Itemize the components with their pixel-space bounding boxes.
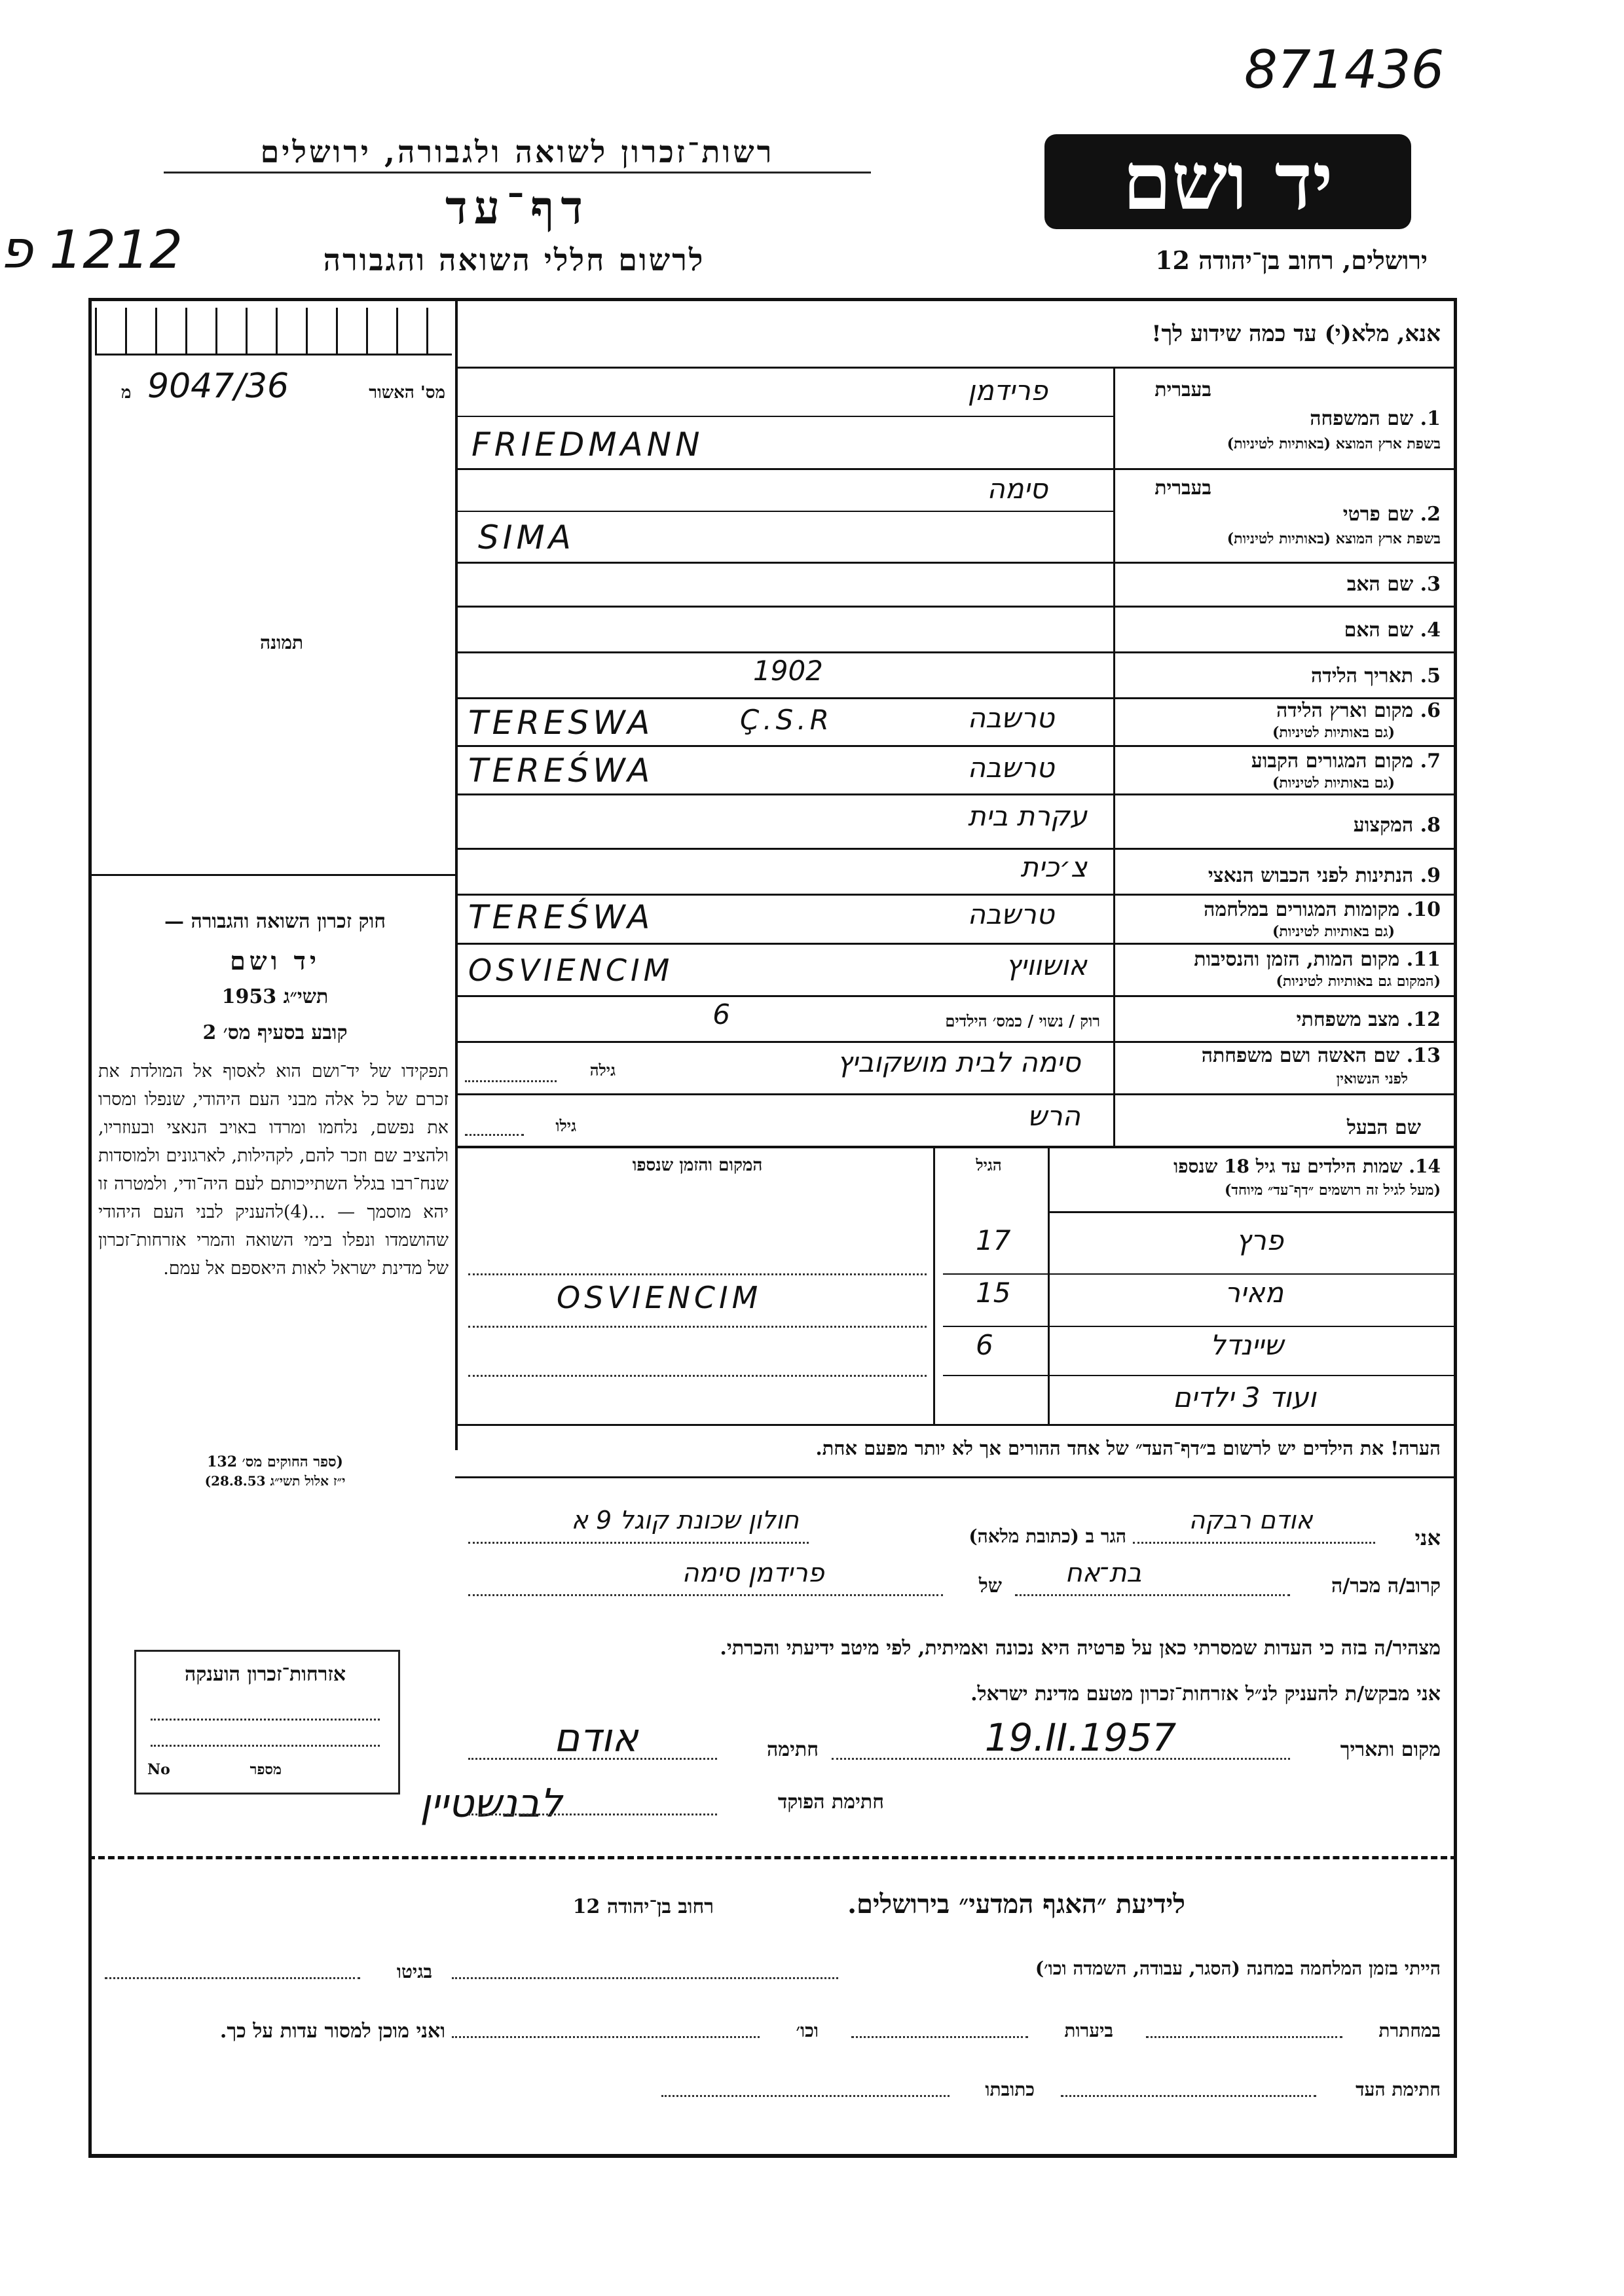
surname-latin: FRIEDMANN (471, 426, 704, 464)
row-line (455, 1146, 1454, 1148)
field-6-no: 6. (1420, 699, 1441, 722)
children-place-line (468, 1375, 927, 1377)
citizenship-box-line-1 (151, 1719, 380, 1721)
occupation: עקרת בית (967, 800, 1087, 832)
field-11-text: מקום המות, הזמן והנסיבות (1194, 948, 1400, 971)
decl-date-value: 19.II.1957 (984, 1715, 1177, 1760)
decl-resides: הגר ב (כתובת מלאה) (969, 1525, 1126, 1547)
citizenship-box-no: No (147, 1761, 170, 1778)
decl-signature-value: אודם (553, 1715, 638, 1761)
children-col-2 (1048, 1146, 1050, 1424)
child-1-name: פרץ (1236, 1224, 1283, 1256)
field-13-no: 13. (1406, 1044, 1441, 1067)
row-line (455, 606, 1454, 608)
children-age-header: הגיל (976, 1156, 1002, 1175)
children-place-line (468, 1273, 927, 1275)
decl-signature: חתימה (767, 1738, 819, 1761)
field-7-no: 7. (1420, 750, 1441, 773)
field-12-label (1120, 1008, 1441, 1031)
row-line (455, 793, 1454, 795)
field-5-no: 5. (1420, 665, 1441, 687)
birthplace-latin: TERESWA (468, 704, 654, 742)
approval-suffix: מ (121, 383, 132, 403)
decl-date-line (832, 1758, 1290, 1760)
footer-camp-line (452, 1977, 838, 1979)
decl-address-value: חולון שכונת קוגל 9 א (571, 1506, 799, 1535)
row-line (455, 894, 1454, 896)
approval-label: מס' האשור (369, 383, 445, 403)
field-8-no: 8. (1420, 814, 1441, 837)
field-13-sub: לפני הנשואין (1336, 1070, 1408, 1087)
header-subtitle: לרשום חללי השואה והגבורה (323, 242, 705, 278)
children-row-line (943, 1375, 1454, 1376)
row-line (455, 1041, 1454, 1043)
field-2-tag: בעברית (1154, 477, 1211, 500)
field-7-text: מקום המגורים הקבוע (1251, 750, 1414, 773)
row-line (455, 943, 1454, 945)
row-line (455, 511, 1113, 512)
husband-label: שם הבעל (1346, 1116, 1421, 1139)
margin-note: 1212 פ (0, 219, 183, 280)
footer-address-line (661, 2095, 950, 2097)
field-1-label (1120, 407, 1441, 430)
header-title: דף־עד (445, 180, 589, 234)
field-8-label (1120, 814, 1441, 837)
yad-vashem-logo: יד ושם (1044, 134, 1411, 229)
footer-ghetto-line (105, 1977, 360, 1979)
husband-age-line (465, 1134, 524, 1136)
field-7-sub: (גם באותיות לטיניות) (1272, 774, 1395, 792)
footer-witness-sig: חתימת העד (1356, 2079, 1441, 2100)
children-col-1 (933, 1146, 935, 1424)
death-place-latin: OSVIENCIM (468, 953, 674, 988)
war-residence-hebrew: טרשבה (967, 898, 1054, 930)
note-top-line (455, 1424, 1454, 1426)
child-3-age: 6 (976, 1329, 993, 1361)
children-heading: 14. שמות הילדים עד גיל 18 שנספו (1173, 1156, 1441, 1177)
decl-signature-line (468, 1758, 717, 1760)
field-1-no: 1. (1420, 407, 1441, 430)
field-8-text: המקצוע (1353, 814, 1414, 837)
decl-request: אני מבקש/ת להעניק לנ״ל אזרחות־זכרון מטעם מדינת ישראל. (970, 1683, 1441, 1705)
given-latin: SIMA (478, 519, 575, 556)
child-4-name: ועוד 3 ילדים (1172, 1381, 1316, 1413)
field-7-label (1120, 750, 1441, 773)
children-place-line (468, 1326, 927, 1328)
footer-hiding: במחתרת (1378, 2020, 1441, 2041)
decl-relative: קרוב/ה מכר/ה (1331, 1575, 1441, 1597)
field-2-label (1120, 503, 1441, 526)
decl-officer-line (468, 1813, 717, 1815)
field-4-no: 4. (1420, 619, 1441, 642)
field-6-sub: (גם באותיות לטיניות) (1272, 724, 1395, 741)
child-2-age: 15 (976, 1277, 1011, 1309)
child-3-name: שיינדל (1209, 1329, 1283, 1361)
child-1-age: 17 (976, 1224, 1011, 1256)
field-6-label (1120, 699, 1441, 722)
footer-ready: ואני מוכן למסור עדות על כך. (219, 2020, 445, 2043)
frame-bottom (88, 2154, 1457, 2158)
decl-of: של (978, 1575, 1002, 1597)
residence-latin: TEREŚWA (468, 752, 654, 790)
row-line (455, 848, 1454, 850)
decl-relation-value: בת־אח (1065, 1558, 1142, 1588)
field-4-text: שם האם (1344, 619, 1414, 642)
law-title: חוק זכרון השואה והגבורה — (164, 910, 386, 933)
note: הערה! את הילדים יש לרשום ב״דף־העד״ של אחד ההורים אך לא יותר מפעם אחת. (815, 1437, 1441, 1459)
law-section: קובע בסעיף מס׳ 2 (202, 1021, 348, 1044)
approval-ticks (95, 308, 452, 355)
children-table-left (455, 1146, 457, 1424)
photo-label: תמונה (259, 632, 304, 653)
given-hebrew: סימה (987, 473, 1048, 505)
field-13-text: שם האשה ושם משפחתה (1201, 1044, 1400, 1067)
footer-line1: הייתי בזמן המלחמה במחנה (הסגר, עבודה, השמדה וכו׳) (1035, 1958, 1441, 1979)
row-line (455, 468, 1454, 470)
children-heading-sub: (מעל לגיל זה רושמים ״דף־עד״ מיוחד) (1224, 1182, 1441, 1199)
row-line (455, 1093, 1454, 1095)
footer-forests-line (851, 2036, 1028, 2038)
footer-notice: לידיעת ״האגף המדעי״ בירושלים. (847, 1889, 1185, 1920)
field-1-sub: בשפת ארץ המוצא (באותיות לטיניות) (1227, 435, 1441, 452)
birthplace-country: Ç.S.R (740, 704, 833, 736)
residence-hebrew: טרשבה (967, 752, 1054, 784)
instruction-divider (455, 367, 1454, 369)
header-address: ירושלים, רחוב בן־יהודה 12 (1155, 246, 1428, 275)
field-2-text: שם פרטי (1342, 503, 1414, 526)
row-line (455, 562, 1454, 564)
field-11-no: 11. (1406, 948, 1441, 971)
citizenship-box-line-2 (151, 1745, 380, 1747)
footer-ghetto: בגיטו (396, 1961, 432, 1982)
field-1-tag: בעברית (1154, 378, 1211, 401)
citizenship-box-number: מספר (249, 1761, 282, 1778)
decl-of-line (468, 1594, 943, 1596)
field-10-text: מקומות המגורים במלחמה (1204, 898, 1400, 921)
decl-name-value: אודם רבקה (1189, 1506, 1313, 1535)
law-ref-2: י״ז אלול תשי״ג 28.8.53) (204, 1473, 346, 1489)
law-name: יד ושם (230, 946, 320, 975)
field-6-text: מקום וארץ הלידה (1276, 699, 1414, 722)
field-9-no: 9. (1420, 864, 1441, 887)
file-number: 871436 (1244, 39, 1445, 100)
footer-hiding-line (1146, 2036, 1342, 2038)
children-count: 6 (712, 998, 730, 1030)
wife-age-line (465, 1080, 557, 1082)
frame-right (1454, 298, 1457, 2157)
field-13-label (1120, 1044, 1441, 1067)
row-line (455, 416, 1113, 417)
field-12-no: 12. (1406, 1008, 1441, 1031)
war-residence-latin: TEREŚWA (468, 898, 654, 936)
header-authority: רשות־זכרון לשואה ולגבורה, ירושלים (260, 134, 775, 170)
decl-name-line (1133, 1542, 1375, 1544)
footer-separator (88, 1856, 1457, 1859)
birth-year: 1902 (753, 655, 823, 687)
field-12-text: מצב משפחתי (1296, 1008, 1400, 1031)
law-text: תפקידו של יד־ושם הוא לאסוף אל המולדת את זכרם של כל אלה מבני העם היהודי, שנפלו ומסרו את נפשם, נלחמו ומרדו באויב הנאצי ובעוזריו, ולהציב שם וזכר להם, לקהילות, לארגונים ולמוסדות שנח־רבו בגלל השתייכותם לעם היה־ודי, ולמטרה זו יהא מוסמך — ...(4)להעניק לבני העם היהודי שהושמדו ונפלו בימי השואה והמרי אזרחות־זכרון של מדינת ישראל לאות היאספם אל עמם. (98, 1061, 449, 1279)
citizenship: צ׳כית (1020, 851, 1087, 883)
row-line (455, 745, 1454, 747)
death-place-hebrew: אושוויץ (1005, 949, 1087, 981)
child-2-name: מאיר (1225, 1277, 1283, 1309)
decl-address-line (468, 1542, 809, 1544)
decl-officer: חתימת הפוקד (777, 1791, 884, 1813)
husband-name: הרש (1027, 1100, 1080, 1132)
field-5-text: תאריך הלידה (1311, 665, 1414, 687)
marital-options: רוק / נשוי / כמס׳ הילדים (945, 1011, 1100, 1030)
row-line (455, 995, 1454, 997)
footer-forests: ביערות (1064, 2020, 1113, 2041)
surname-hebrew: פרידמן (967, 374, 1048, 407)
field-10-sub: (גם באותיות לטיניות) (1272, 923, 1395, 940)
footer-etc: וכו׳ (796, 2020, 819, 2041)
children-row-line (943, 1326, 1454, 1327)
field-3-label (1120, 573, 1441, 596)
husband-age-label: גילו (555, 1116, 576, 1135)
field-4-label (1120, 619, 1441, 642)
footer-address: רחוב בן־יהודה 12 (572, 1895, 714, 1918)
decl-of-value: פרידמן סימה (682, 1558, 824, 1588)
instruction: אנא, מלא(י) עד כמה שידוע לך! (1151, 321, 1441, 347)
field-9-label (1120, 864, 1441, 887)
footer-address-label: כתובתו (985, 2079, 1035, 2100)
field-3-text: שם האב (1346, 573, 1414, 596)
field-10-no: 10. (1406, 898, 1441, 921)
label-column-divider (1113, 367, 1115, 1146)
law-year: תשי״ג 1953 (221, 985, 329, 1008)
approval-value: 9047/36 (147, 367, 289, 406)
children-header-line (1048, 1211, 1454, 1213)
child-2-place: OSVIENCIM (557, 1280, 762, 1315)
field-9-text: הנתינות לפני הכבוש הנאצי (1208, 864, 1414, 887)
law-ref-1: (ספר החוקים מס׳ 132 (207, 1453, 343, 1470)
decl-relation-line (1015, 1594, 1290, 1596)
row-line (455, 651, 1454, 653)
footer-witness-line (1061, 2095, 1316, 2097)
field-1-text: שם המשפחה (1310, 407, 1414, 430)
field-2-no: 2. (1420, 503, 1441, 526)
field-10-label (1120, 898, 1441, 921)
note-bottom-line (455, 1476, 1454, 1478)
wife-age-label: גילה (589, 1061, 616, 1080)
decl-place-date: מקום ותאריך (1340, 1738, 1441, 1761)
photo-box-bottom (92, 874, 455, 876)
wife-name: סימה לבית מושקוביץ (837, 1046, 1080, 1078)
decl-ani: אני (1414, 1525, 1441, 1550)
birthplace-hebrew: טרשבה (967, 702, 1054, 734)
decl-officer-value: לבנשטיין (420, 1781, 563, 1827)
decl-statement: מצהיר/ה בזה כי העדות שמסרתי כאן על פרטיה היא נכונה ואמיתית, לפי מיטב ידיעתי והכרתי. (720, 1637, 1441, 1660)
frame-left (88, 298, 92, 2157)
field-11-label (1120, 948, 1441, 971)
children-row-line (943, 1273, 1454, 1275)
field-3-no: 3. (1420, 573, 1441, 596)
footer-etc-line (452, 2036, 760, 2038)
field-5-label (1120, 665, 1441, 687)
field-11-sub: (המקום גם באותיות לטיניות) (1276, 973, 1441, 990)
children-place-header: המקום והזמן שנספו (632, 1156, 763, 1175)
header-underline (164, 172, 871, 173)
frame-top (88, 298, 1457, 301)
field-2-sub: בשפת ארץ המוצא (באותיות לטיניות) (1227, 530, 1441, 547)
citizenship-box-title: אזרחות־זכרון הוענקה (184, 1663, 346, 1686)
